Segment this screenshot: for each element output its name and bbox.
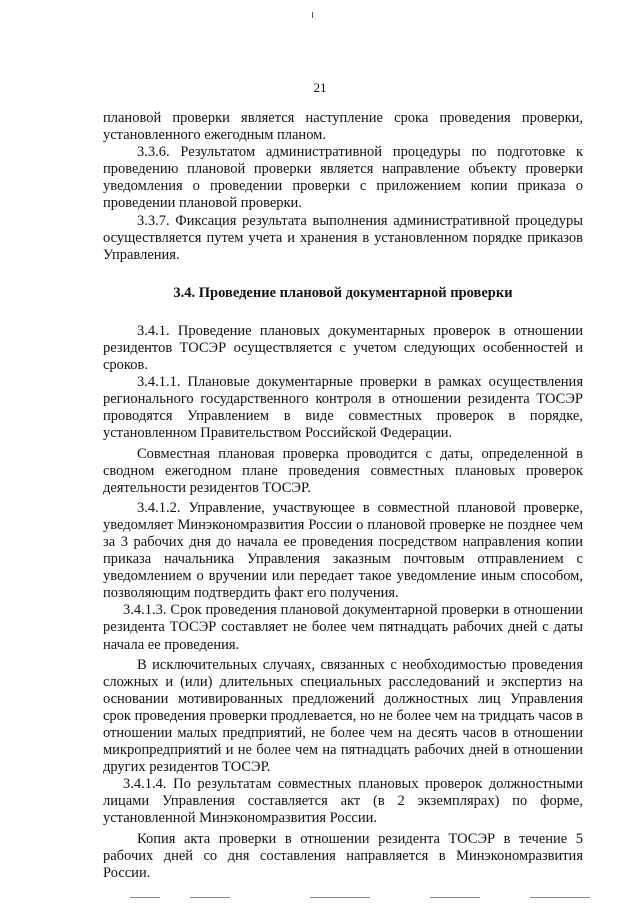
paragraph-3-4-1: 3.4.1. Проведение плановых документарных проверок в отношении резидентов ТОСЭР осуществляется с учетом следующих особенностей и сроков. — [103, 322, 583, 374]
paragraph-3-3-6: 3.3.6. Результатом административной процедуры по подготовке к проведению плановой проверки является направление объекту проверки уведомления о проведении проверки с приложением копии приказа о проведении плановой проверки. — [103, 144, 583, 212]
document-body — [103, 110, 583, 882]
paragraph-3-4-1-2: 3.4.1.2. Управление, участвующее в совместной плановой проверке, уведомляет Минэкономразвития России о плановой проверке не позднее чем за 3 рабочих дня до начала ее проведения посредством направления копии приказа начальника Управления заказным почтовым отправлением с уведомлением о вручении или передает такое уведомление иным способом, позволяющим подтвердить факт его получения. — [103, 499, 583, 602]
paragraph-3-4-1-3: 3.4.1.3. Срок проведения плановой документарной проверки в отношении резидента ТОСЭР составляет не более чем пятнадцать рабочих дней с даты начала ее проведения. — [103, 602, 583, 653]
page-number: 21 — [313, 80, 327, 95]
scan-artifact-tick — [312, 12, 313, 18]
paragraph-3-4-1-1: 3.4.1.1. Плановые документарные проверки в рамках осуществления регионального государственного контроля в отношении резидента ТОСЭР проводятся Управлением в виде совместных проверок в порядке, установленном Правительством Российской Федерации. — [103, 374, 583, 442]
paragraph-act-copy: Копия акта проверки в отношении резидента ТОСЭР в течение 5 рабочих дней со дня составления направляется в Минэкономразвития России. — [103, 830, 583, 881]
paragraph-3-3-7: 3.3.7. Фиксация результата выполнения административной процедуры осуществляется путем учета и хранения в установленном порядке приказов Управления. — [103, 212, 583, 263]
paragraph-joint-inspection: Совместная плановая проверка проводится с даты, определенной в сводном ежегодном плане проведения совместных плановых проверок деятельности резидентов ТОСЭР. — [103, 445, 583, 496]
paragraph-continuation: плановой проверки является наступление срока проведения проверки, установленного ежегодным планом. — [103, 110, 583, 144]
scan-artifact-footer — [130, 897, 610, 901]
paragraph-3-4-1-4: 3.4.1.4. По результатам совместных плановых проверок должностными лицами Управления составляется акт (в 2 экземплярах) по форме, установленной Минэкономразвития России. — [103, 776, 583, 827]
section-heading: 3.4. Проведение плановой документарной проверки — [173, 284, 513, 301]
paragraph-exceptional-cases: В исключительных случаях, связанных с необходимостью проведения сложных и (или) длительных специальных расследований и экспертиз на основании мотивированных предложений должностных лиц Управления срок проведения проверки продлевается, но не более чем на тридцать часов в отношении малых предприятий, не более чем на десять часов в отношении микропредприятий и не более чем на пятнадцать рабочих дней в отношении других резидентов ТОСЭР. — [103, 656, 583, 776]
